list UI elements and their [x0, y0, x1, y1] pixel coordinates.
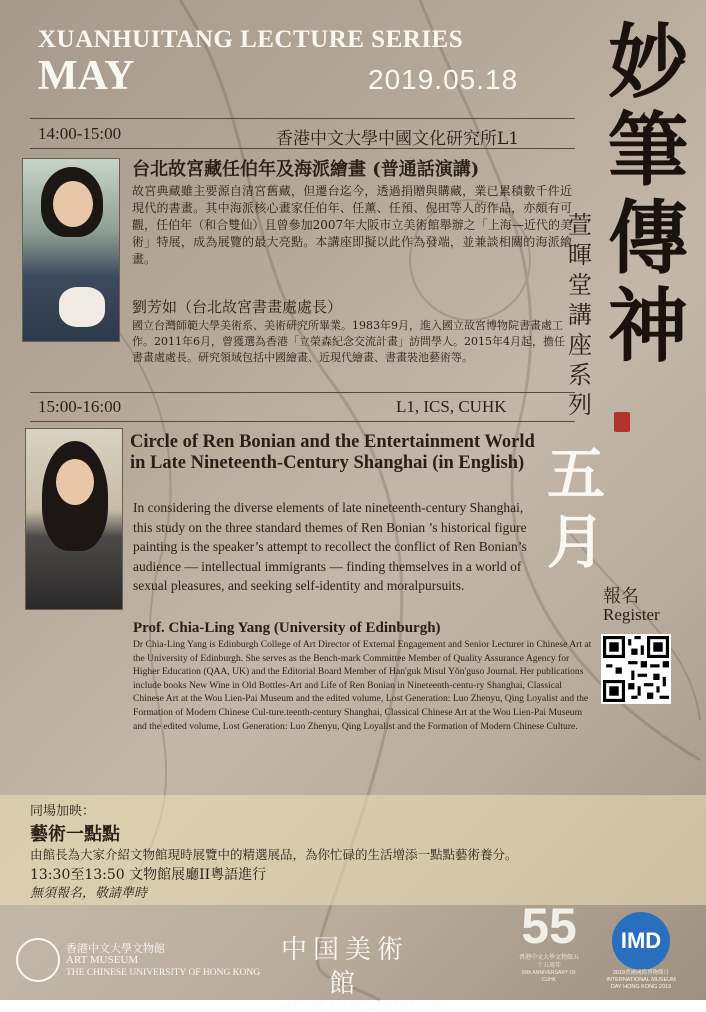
register-label-cn: 報名 [603, 586, 639, 607]
talk1-speaker: 劉芳如（台北故宮書畫處處長） [132, 298, 343, 316]
divider-top [30, 118, 575, 119]
bonus-note: 無須報名，敬請準時 [30, 886, 148, 901]
speaker1-face [53, 181, 93, 227]
bonus-description: 由館長為大家介紹文物館現時展覽中的精選展品，為你忙碌的生活增添一點點藝術養分。 [30, 847, 518, 862]
divider-talk1 [30, 148, 575, 149]
art-museum-name-en: ART MUSEUM [66, 954, 139, 966]
talk2-speaker-bio: Dr Chia-Ling Yang is Edinburgh College of Art Director of External Engagement and Senior Lecturer in Chinese Art at the University of Edinburgh. She serves as the Bench-mark Committee Member of Quality Assurance Agency for Higher Education (QAA, UK) and the Editorial Board Member of Han'guk Misul Yŏn'guso Journal. Her publications include books New Wine in Old Bottles-Art and Life of Ren Bonian in Nineteenth-centu-ry Shanghai, Classical Chinese Art at the Wou Lien-Pai Museum and the edited volume, Lost Generation: Luo Zhenyu, Qing Loyalist and the Formation of Modern Chinese Cul-ture.teenth-century Shanghai, Classical Chinese Art at the Wou Lien-Pai Museum and the edited volume, Lost Generation: Luo Zhenyu, Qing Loyalist and the Formation of Modern Chinese Culture. [133, 639, 592, 732]
talk1-venue: 香港中文大學中國文化研究所L1 [276, 129, 520, 149]
vertical-char: 暉 [568, 241, 592, 269]
cat-image [59, 287, 105, 327]
art-museum-logo[interactable] [16, 938, 261, 990]
anniversary-55-logo[interactable] [518, 898, 580, 994]
event-date: 2019.05.18 [368, 64, 519, 95]
vertical-char: 列 [568, 391, 592, 419]
talk2-speaker: Prof. Chia-Ling Yang (University of Edinburgh) [133, 620, 441, 636]
speaker2-photo [25, 428, 123, 610]
imd-logo-text: 2019香港國際博物館日 INTERNATIONAL MUSEUM DAY HONG KONG 2019 [606, 970, 676, 990]
calligraphy-char: 妙 [608, 15, 688, 109]
vertical-char: 系 [568, 361, 592, 389]
register-label-en: Register [603, 605, 660, 624]
talk1-title: 台北故宮藏任伯年及海派繪畫 (普通話演講) [132, 159, 480, 180]
series-title: XUANHUITANG LECTURE SERIES [38, 26, 464, 53]
art-museum-emblem-icon [16, 938, 60, 982]
art-museum-name-cn: 香港中文大學文物館 [66, 942, 165, 955]
calligraphy-title [600, 15, 696, 373]
calligraphy-char: 傳 [608, 191, 688, 285]
namoc-name-cn: 中国美術館 [280, 935, 409, 999]
divider-talk2 [30, 421, 575, 422]
bonus-title: 藝術一點點 [30, 824, 120, 845]
month-chinese [546, 440, 606, 576]
talk2-venue: L1, ICS, CUHK [396, 397, 507, 416]
month-char: 五 [546, 440, 605, 508]
talk2-time: 15:00-16:00 [38, 397, 122, 416]
art-museum-subtitle: THE CHINESE UNIVERSITY OF HONG KONG [66, 968, 261, 978]
register-qr-code[interactable] [601, 634, 671, 704]
imd-logo-badge: IMD [612, 912, 670, 970]
month-char: 月 [546, 508, 605, 576]
namoc-logo[interactable] [280, 933, 441, 1012]
vertical-char: 堂 [568, 271, 592, 299]
speaker2-face [56, 459, 94, 505]
divider-talk2-top [30, 392, 575, 393]
vertical-char: 萱 [568, 211, 592, 239]
talk1-speaker-bio: 國立台灣師範大學美術系、美術研究所畢業。1983年9月，進入國立故宮博物院書畫處工作。2011年6月，曾獲選為香港「立榮森紀念交流計畫」訪問學人。2015年4月起，擔任書畫處處長。研究領域包括中國繪畫、近現代繪畫、書畫裝池藝術等。 [132, 319, 565, 364]
talk1-time: 14:00-15:00 [38, 124, 122, 143]
calligraphy-char: 筆 [608, 103, 688, 197]
red-seal-stamp [614, 412, 630, 432]
anniversary-text-cn: 香港中文大學文物館五十五周年 [518, 954, 579, 969]
talk2-title: Circle of Ren Bonian and the Entertainment World in Late Nineteenth-Century Shanghai (in English) [130, 432, 535, 473]
anniversary-text-en: 55th ANNIVERSARY OF CUHK [521, 970, 577, 983]
month-title: MAY [38, 53, 135, 99]
speaker1-photo [22, 158, 120, 342]
talk1-abstract: 故宮典藏雖主要源自清宮舊藏，但遷台迄今，透過捐贈與購藏，業已累積數千件近現代的書畫。其中海派核心畫家任伯年、任薰、任預、倪田等人的作品，亦頗有可觀，任伯年（和合雙仙）且曾參加2007年大阪市立美術館舉辦之「上海—近代的美術」特展，成為展覽的最大亮點。本講座即擬以此作為發端，並兼談相關的海派繪畫。 [132, 184, 572, 266]
calligraphy-char: 神 [608, 279, 688, 373]
imd-logo[interactable] [606, 912, 676, 994]
talk2-abstract: In considering the diverse elements of late nineteenth-century Shanghai, this study on the three standard themes of Ren Bonian ’s historical figure painting is the speaker’s attempt to recollect the conflict of Ren Bonian’s audience — intellectual immigrants — finding themselves in a world of sexual pleasures, and seeking self-identity and moralpursuits. [133, 500, 527, 593]
bonus-intro: 同場加映： [30, 804, 96, 819]
vertical-char: 座 [568, 331, 592, 359]
namoc-name-en: NATIONAL ART MUSEUM OF CHINA [280, 1001, 441, 1012]
anniversary-number: 55 [521, 898, 577, 954]
vertical-char: 講 [568, 301, 592, 329]
bonus-time-venue: 13:30至13:50 文物館展廳II粵語進行 [30, 867, 267, 883]
